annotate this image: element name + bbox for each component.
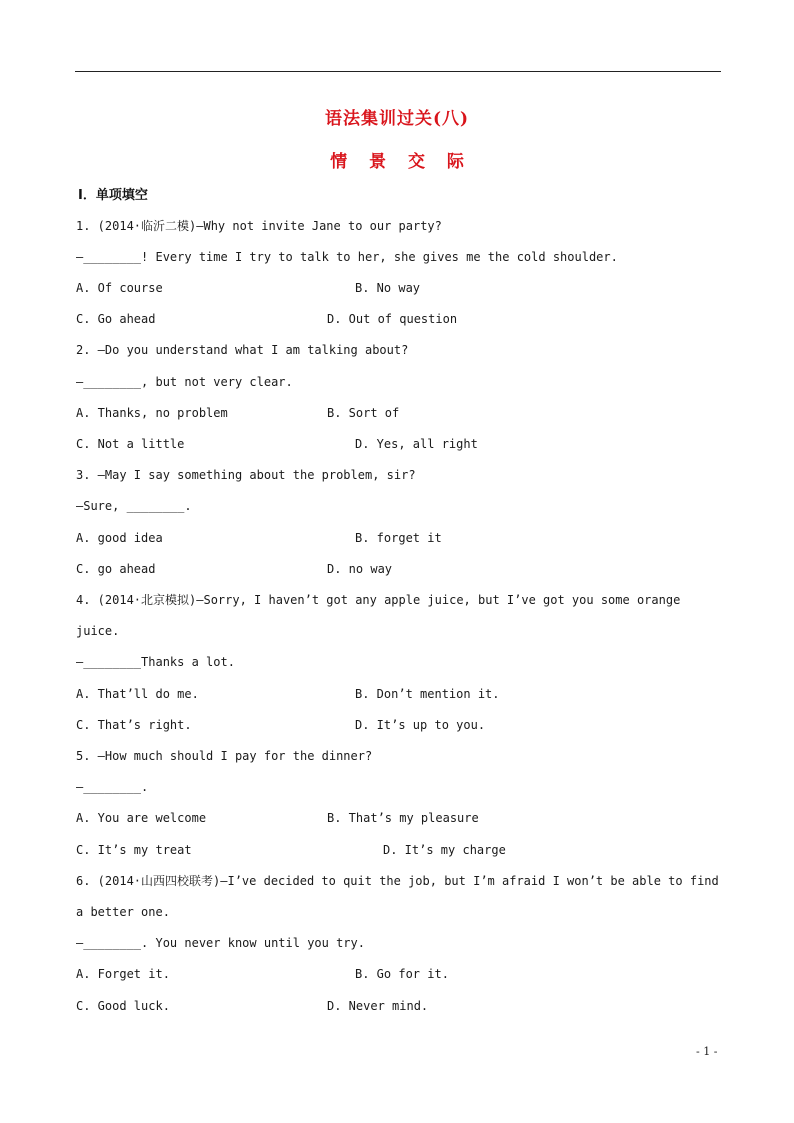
q4-reply: —________Thanks a lot. (76, 655, 235, 669)
q4-option-c: C. That’s right. (76, 718, 192, 732)
q4-option-b: B. Don’t mention it. (355, 687, 500, 701)
q1-option-a: A. Of course (76, 281, 163, 295)
q4-option-d: D. It’s up to you. (355, 718, 486, 732)
q3-option-c: C. go ahead (76, 562, 156, 576)
q5-option-b: B. That’s my pleasure (327, 811, 479, 825)
q5-reply: —________. (76, 780, 149, 794)
q3-option-d: D. no way (327, 562, 393, 576)
page-number: - 1 - (696, 1045, 718, 1058)
q2-option-d: D. Yes, all right (355, 437, 478, 451)
q6-stem: 6. (2014·山西四校联考)—I’ve decided to quit the job, but I’m afraid I won’t be able to find (76, 874, 719, 888)
q1-option-b: B. No way (355, 281, 421, 295)
q6-reply: —________. You never know until you try. (76, 936, 365, 950)
q3-reply: —Sure, ________. (76, 499, 192, 513)
q2-stem: 2. —Do you understand what I am talking about? (76, 343, 409, 357)
header-rule (75, 71, 721, 72)
q5-option-d: D. It’s my charge (383, 843, 506, 857)
page-title: 语法集训过关(八) (324, 109, 470, 129)
q2-option-b: B. Sort of (327, 406, 400, 420)
q4-stem-continued: juice. (76, 624, 120, 638)
q6-option-a: A. Forget it. (76, 967, 170, 981)
q5-option-a: A. You are welcome (76, 811, 207, 825)
q6-stem-continued: a better one. (76, 905, 170, 919)
q4-stem: 4. (2014·北京模拟)—Sorry, I haven’t got any apple juice, but I’ve got you some orange (76, 593, 681, 607)
q3-stem: 3. —May I say something about the problem, sir? (76, 468, 416, 482)
q3-option-a: A. good idea (76, 531, 163, 545)
q2-reply: —________, but not very clear. (76, 375, 293, 389)
q1-reply: —________! Every time I try to talk to her, she gives me the cold shoulder. (76, 250, 618, 264)
q1-stem: 1. (2014·临沂二模)—Why not invite Jane to our party? (76, 219, 442, 233)
q6-option-b: B. Go for it. (355, 967, 449, 981)
q1-option-d: D. Out of question (327, 312, 458, 326)
q2-option-a: A. Thanks, no problem (76, 406, 228, 420)
q5-option-c: C. It’s my treat (76, 843, 192, 857)
q3-option-b: B. forget it (355, 531, 442, 545)
page-subtitle: 情 景 交 际 (330, 152, 472, 172)
q6-option-d: D. Never mind. (327, 999, 429, 1013)
section-heading: Ⅰ．单项填空 (78, 188, 148, 203)
q4-option-a: A. That’ll do me. (76, 687, 199, 701)
q6-option-c: C. Good luck. (76, 999, 170, 1013)
q2-option-c: C. Not a little (76, 437, 185, 451)
q5-stem: 5. —How much should I pay for the dinner? (76, 749, 373, 763)
q1-option-c: C. Go ahead (76, 312, 156, 326)
